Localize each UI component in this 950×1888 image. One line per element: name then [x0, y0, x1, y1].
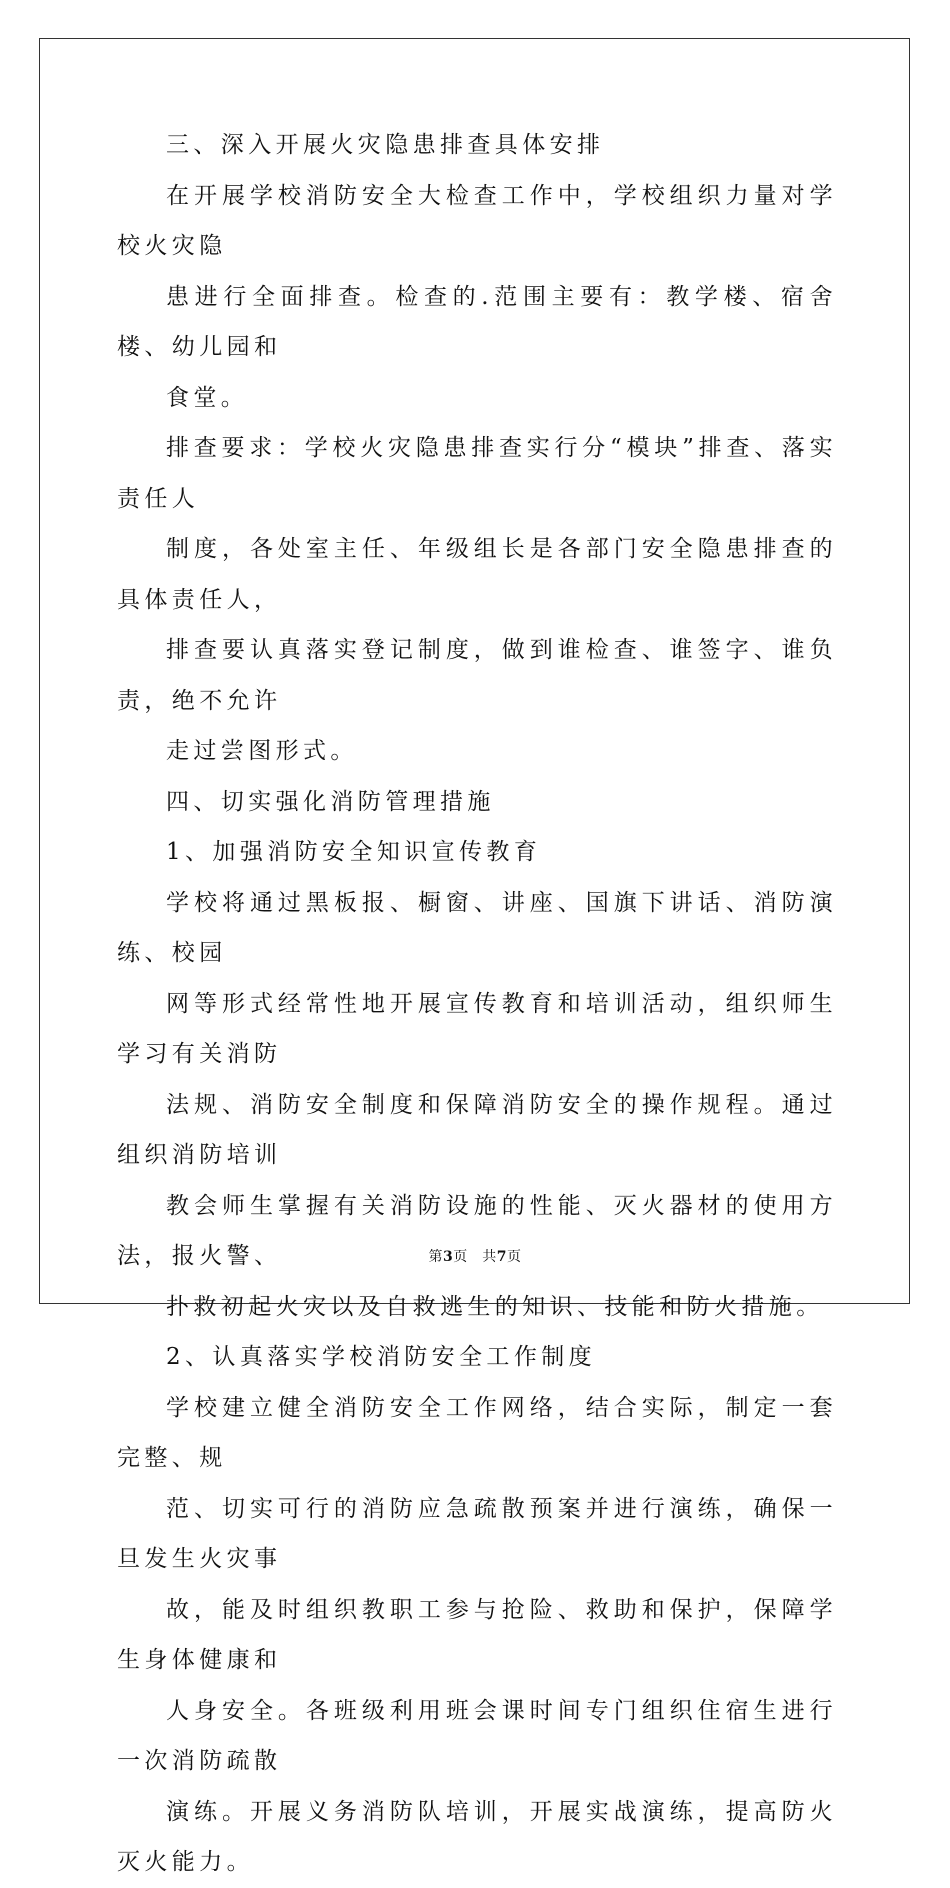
paragraph-safety-system: [117, 1383, 837, 1888]
text-line: 在开展学校消防安全大检查工作中，学校组织力量对学校火灾隐: [117, 182, 837, 259]
current-page-number: 3: [443, 1249, 454, 1265]
page-footer: [0, 1246, 950, 1266]
subheading-2: [117, 1332, 837, 1383]
total-page-number: 7: [496, 1249, 507, 1265]
text-line: 排查要认真落实登记制度，做到谁检查、谁签字、谁负责，绝不允许: [117, 637, 837, 714]
text-line: 走过尝图形式。: [166, 738, 358, 764]
text-line: 法规、消防安全制度和保障消防安全的操作规程。通过组织消防培训: [117, 1091, 837, 1168]
subheading-1: [117, 827, 837, 878]
text-line: 教会师生掌握有关消防设施的性能、灭火器材的使用方法，报火警、: [117, 1192, 837, 1269]
text-line: 网等形式经常性地开展宣传教育和培训活动，组织师生学习有关消防: [117, 990, 837, 1067]
text-line: 学校建立健全消防安全工作网络，结合实际，制定一套完整、规: [117, 1394, 837, 1471]
paragraph-inspection-scope: [117, 171, 837, 424]
text-line: 1、加强消防安全知识宣传教育: [166, 839, 542, 865]
text-line: 2、认真落实学校消防安全工作制度: [166, 1344, 597, 1370]
document-body: [117, 120, 837, 1888]
page-mid: 页 共: [453, 1249, 497, 1265]
text-line: 患进行全面排查。检查的.范围主要有：教学楼、宿舍楼、幼儿园和: [117, 283, 837, 360]
text-line: 排查要求：学校火灾隐患排查实行分“模块”排查、落实责任人: [117, 435, 837, 512]
text-line: 食堂。: [166, 384, 249, 411]
text-line: 人身安全。各班级利用班会课时间专门组织住宿生进行一次消防疏散: [117, 1697, 837, 1774]
text-line: 扑救初起火灾以及自救逃生的知识、技能和防火措施。: [166, 1293, 824, 1320]
paragraph-inspection-requirements: [117, 423, 837, 777]
page-suffix: 页: [507, 1249, 522, 1265]
text-line: 学校将通过黑板报、橱窗、讲座、国旗下讲话、消防演练、校园: [117, 889, 837, 966]
section-heading-3: [117, 120, 837, 171]
text-line: 范、切实可行的消防应急疏散预案并进行演练，确保一旦发生火灾事: [117, 1495, 837, 1572]
text-line: 演练。开展义务消防队培训，开展实战演练，提高防火灭火能力。: [117, 1798, 837, 1875]
text-line: 制度，各处室主任、年级组长是各部门安全隐患排查的具体责任人，: [117, 536, 837, 613]
text-line: 三、深入开展火灾隐患排查具体安排: [166, 132, 605, 158]
section-heading-4: [117, 777, 837, 828]
text-line: 故，能及时组织教职工参与抢险、救助和保护，保障学生身体健康和: [117, 1596, 837, 1673]
page-prefix: 第: [428, 1249, 443, 1265]
text-line: 四、切实强化消防管理措施: [166, 788, 495, 815]
